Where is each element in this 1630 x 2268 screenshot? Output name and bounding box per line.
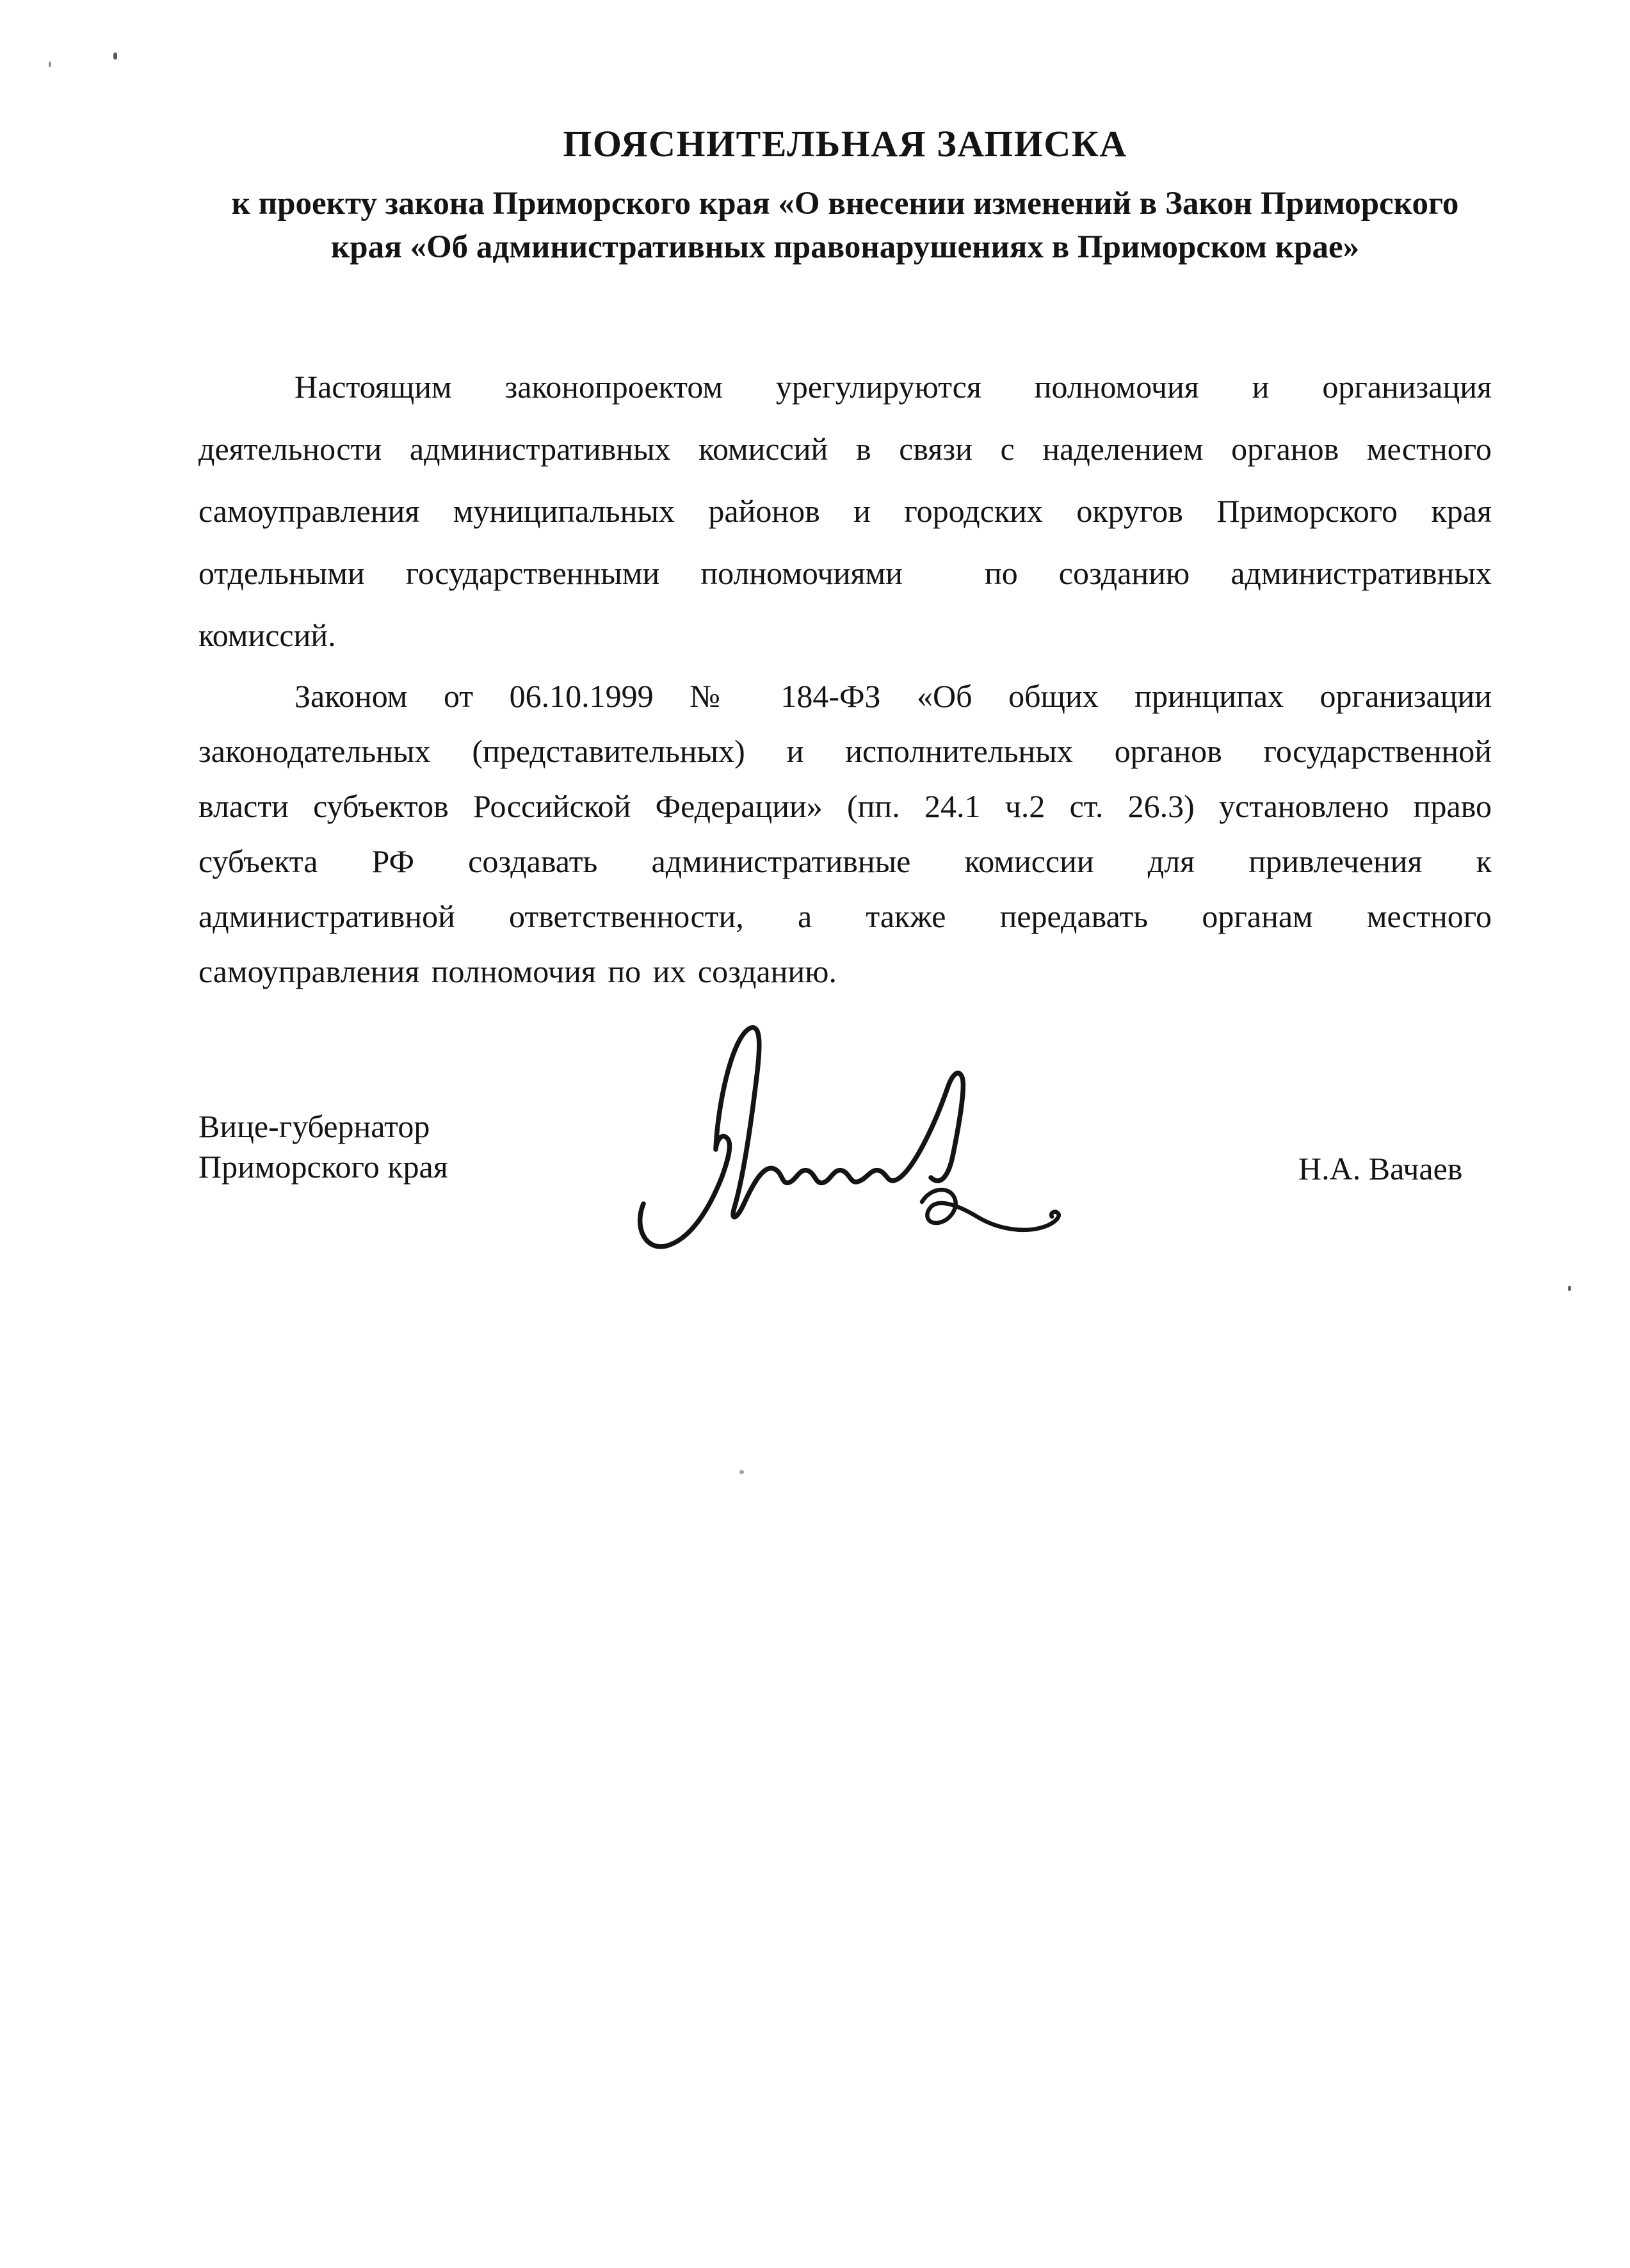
signer-position-line: Вице-губернатор <box>198 1108 430 1144</box>
document-subtitle-line: края «Об административных правонарушениях в Приморском крае» <box>330 229 1360 265</box>
scan-speck <box>739 1470 744 1474</box>
scan-speck <box>49 61 51 67</box>
paragraph-line: отдельными государственными полномочиями по созданию административных <box>198 555 1492 591</box>
paragraph-line: Настоящим законопроектом урегулируются полномочия и организация <box>295 369 1492 405</box>
paragraph-line: самоуправления полномочия по их созданию. <box>198 953 837 989</box>
paragraph-2 <box>198 668 1492 999</box>
signature-icon <box>627 1008 1088 1265</box>
document-title: ПОЯСНИТЕЛЬНАЯ ЗАПИСКА <box>563 123 1127 165</box>
paragraph-line: деятельности административных комиссий в связи с наделением органов местного <box>198 431 1492 467</box>
paragraph-1 <box>198 356 1492 667</box>
paragraph-line: самоуправления муниципальных районов и городских округов Приморского края <box>198 493 1492 529</box>
signer-position-line: Приморского края <box>198 1149 448 1185</box>
signer-position <box>198 1106 448 1187</box>
scan-speck <box>1568 1286 1571 1291</box>
paragraph-line: законодательных (представительных) и исполнительных органов государственной <box>198 733 1492 769</box>
scan-speck <box>113 53 117 60</box>
document-subtitle-line: к проекту закона Приморского края «О внесении изменений в Закон Приморского <box>231 186 1459 222</box>
signer-name: Н.А. Вачаев <box>1298 1151 1463 1187</box>
paragraph-line: административной ответственности, а также передавать органам местного <box>198 898 1492 934</box>
paragraph-line: комиссий. <box>198 617 336 653</box>
document-subtitle <box>198 182 1492 269</box>
paragraph-line: власти субъектов Российской Федерации» (пп. 24.1 ч.2 ст. 26.3) установлено право <box>198 788 1492 824</box>
paragraph-line: Законом от 06.10.1999 № 184-ФЗ «Об общих принципах организации <box>295 678 1492 714</box>
paragraph-line: субъекта РФ создавать административные комиссии для привлечения к <box>198 843 1492 879</box>
